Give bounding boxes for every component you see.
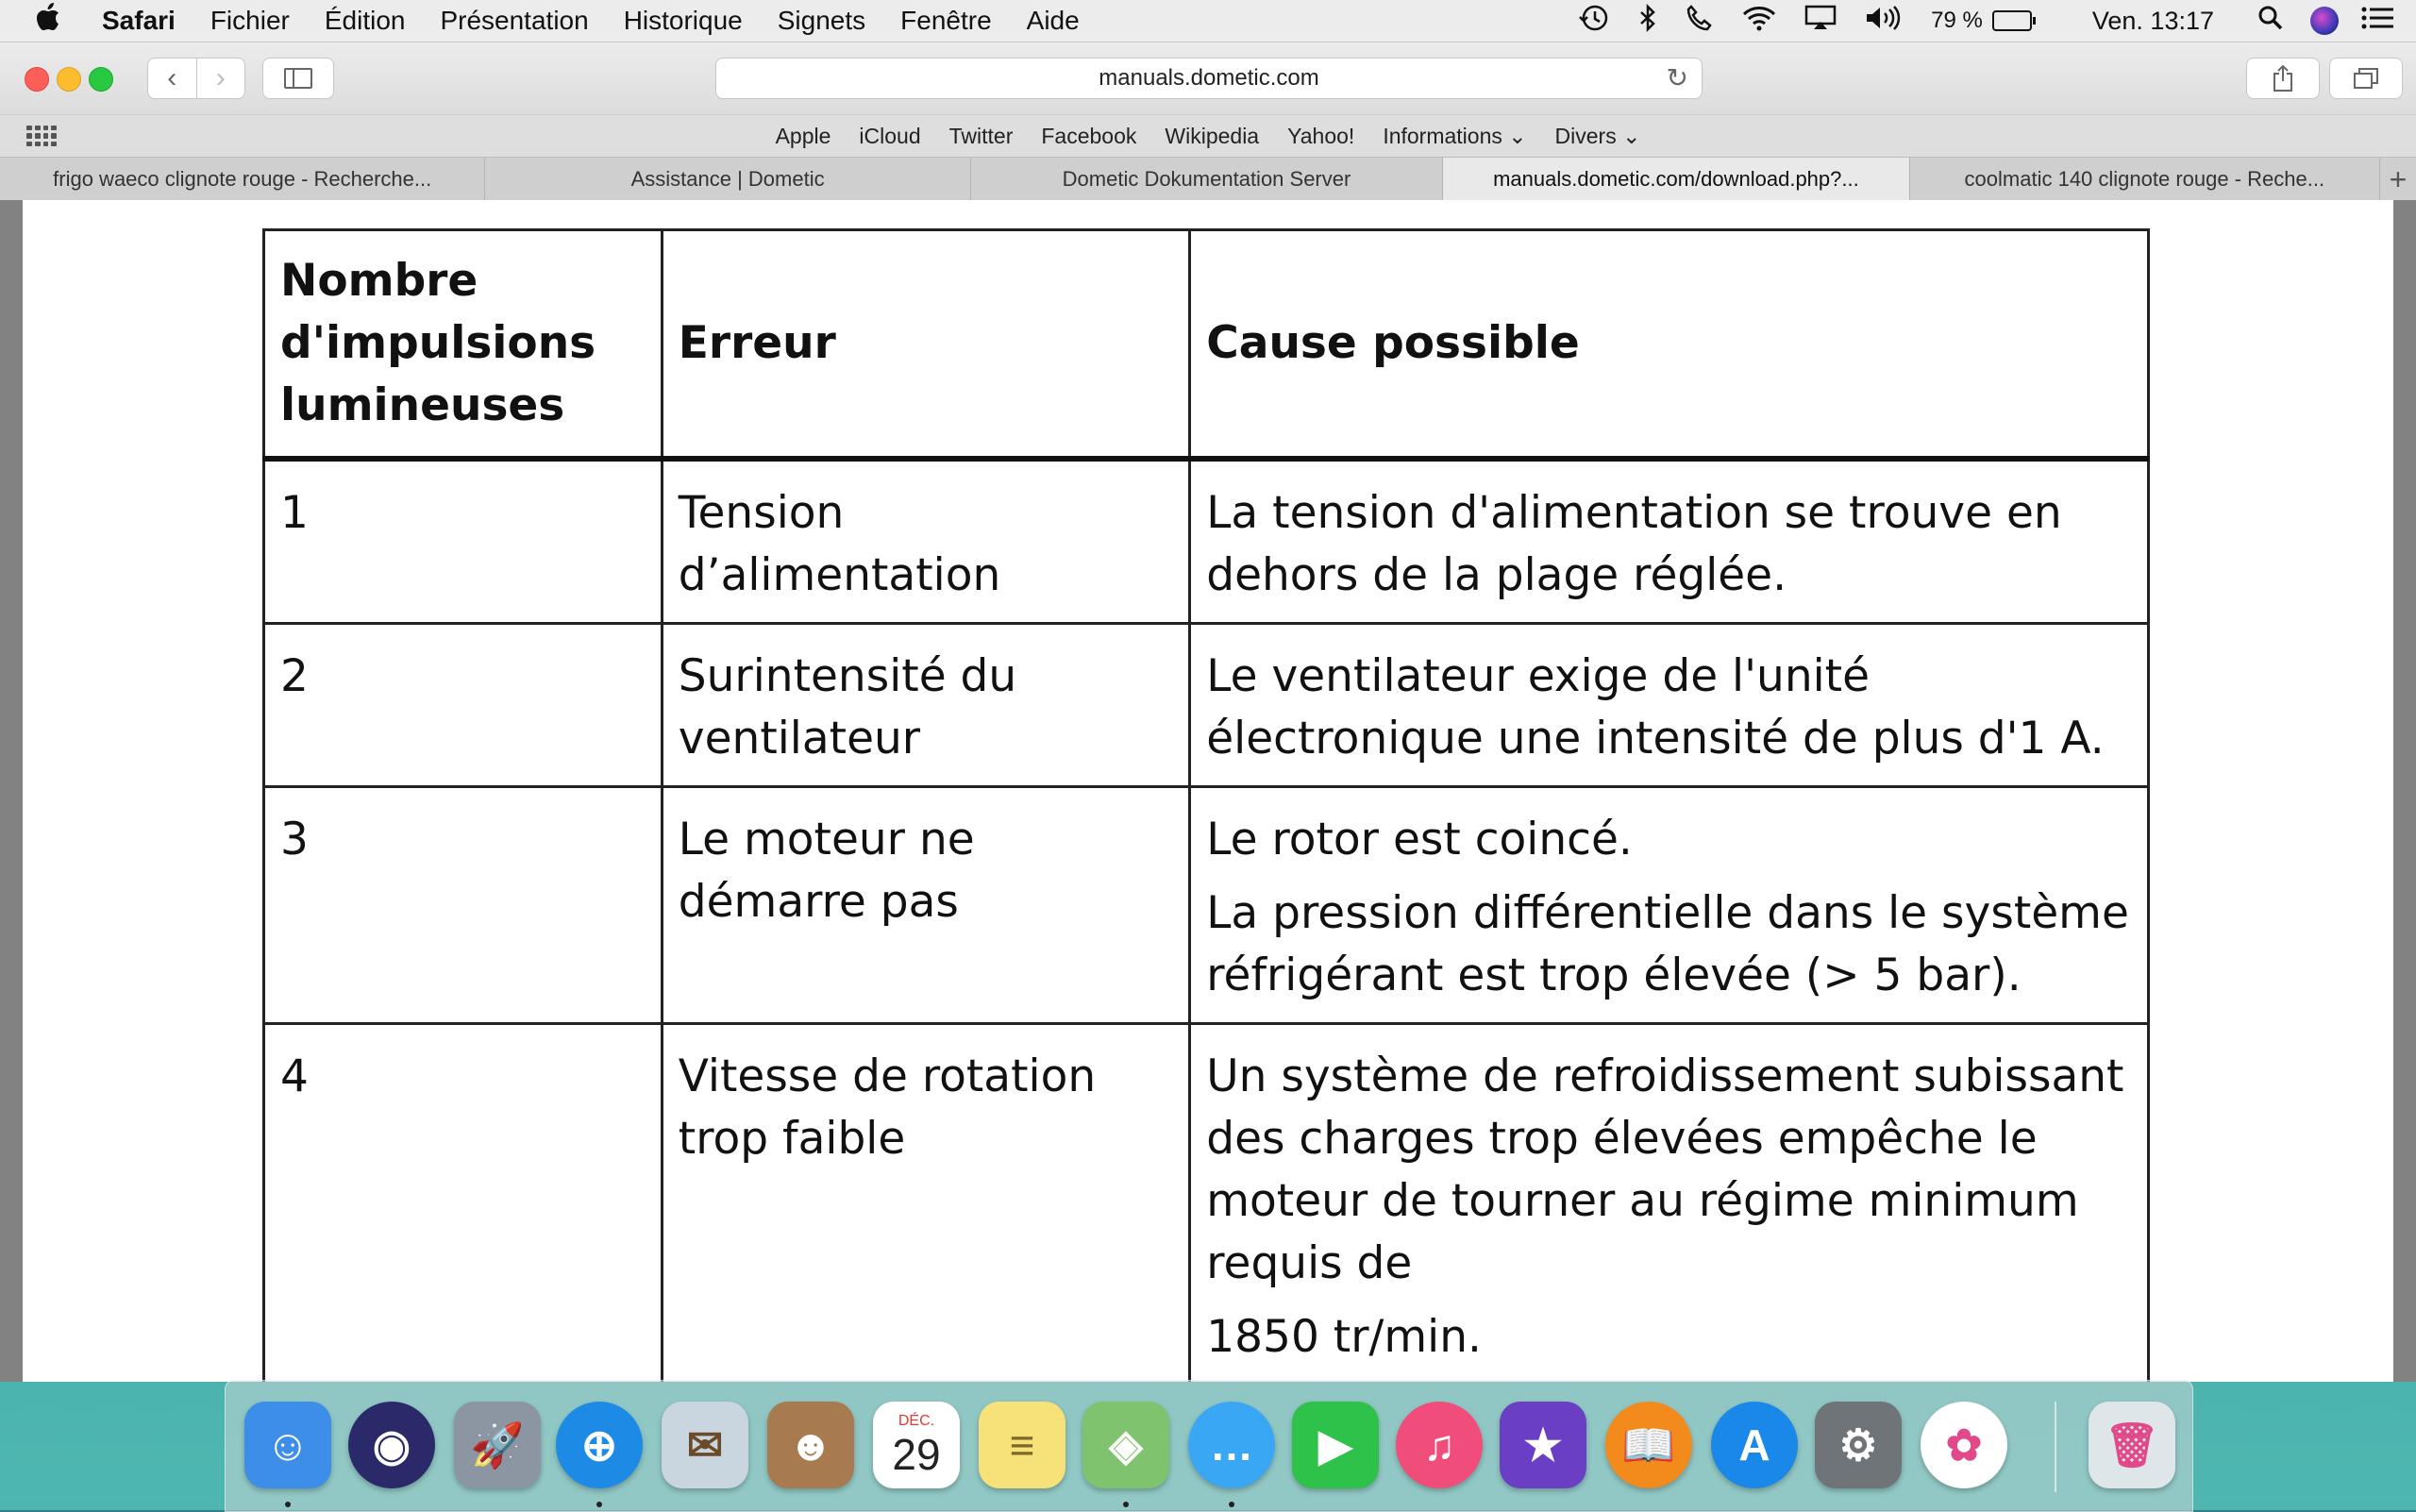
content-margin-right — [2393, 200, 2416, 1382]
cause-text: 1850 tr/min. — [1206, 1311, 1482, 1363]
dock-separator — [2055, 1402, 2056, 1492]
url-text: manuals.dometic.com — [1099, 65, 1319, 91]
cell-cause — [1190, 787, 2149, 1024]
header-pulse-count: Nombre d'impulsions lumineuses — [264, 230, 663, 460]
notes-icon[interactable]: ≡ — [979, 1402, 1065, 1488]
imovie-icon[interactable]: ★ — [1500, 1402, 1586, 1488]
contacts-icon[interactable]: ☻ — [767, 1402, 854, 1488]
running-indicator — [1123, 1502, 1129, 1507]
cause-text: La tension d'alimentation se trouve en dehors de la plage réglée. — [1206, 487, 2062, 601]
folder-label: Informations — [1383, 123, 1502, 148]
favorite-twitter[interactable]: Twitter — [948, 123, 1014, 148]
reload-icon[interactable]: ↻ — [1666, 63, 1688, 92]
cell-error: Surintensité du ventilateur — [662, 624, 1189, 787]
chevron-down-icon: ⌄ — [1508, 123, 1527, 148]
menu-bar — [0, 0, 2416, 42]
launchpad-icon[interactable]: 🚀 — [454, 1402, 541, 1488]
cell-pulse-count: 4 — [264, 1024, 663, 1383]
notification-center-icon[interactable] — [2361, 7, 2393, 36]
sidebar-icon — [284, 68, 312, 89]
favorite-apple[interactable]: Apple — [775, 123, 831, 148]
header-cause: Cause possible — [1190, 230, 2149, 460]
system-preferences-icon[interactable]: ⚙ — [1815, 1402, 1902, 1488]
menu-signets[interactable]: Signets — [777, 6, 866, 35]
folder-label: Divers — [1554, 123, 1617, 148]
apple-menu-icon[interactable] — [36, 3, 74, 39]
address-bar[interactable] — [715, 58, 1703, 99]
menu-fenetre[interactable]: Fenêtre — [900, 6, 992, 35]
phone-icon[interactable] — [1686, 4, 1714, 39]
show-all-tabs-button[interactable] — [2329, 58, 2403, 99]
tab-coolmatic[interactable]: coolmatic 140 clignote rouge - Reche... — [1910, 158, 2380, 201]
cell-cause — [1190, 1024, 2149, 1383]
error-code-table — [262, 228, 2150, 1382]
itunes-icon[interactable]: ♫ — [1396, 1402, 1483, 1488]
header-error: Erreur — [662, 230, 1189, 460]
running-indicator — [1229, 1502, 1234, 1507]
airplay-icon[interactable] — [1804, 5, 1837, 38]
menu-edition[interactable]: Édition — [324, 6, 406, 35]
cell-pulse-count: 3 — [264, 787, 663, 1024]
battery-icon[interactable] — [1992, 10, 2032, 31]
chevron-down-icon: ⌄ — [1622, 123, 1641, 148]
favorite-wikipedia[interactable]: Wikipedia — [1165, 123, 1260, 148]
spotlight-search-icon[interactable] — [2257, 5, 2284, 38]
top-sites-grid-icon[interactable] — [26, 126, 57, 146]
table-header-row — [264, 230, 2149, 460]
trash-icon[interactable]: 🗑 — [2089, 1402, 2175, 1488]
dock — [225, 1380, 2193, 1512]
battery-percent[interactable]: 79 % — [1931, 8, 1983, 33]
bluetooth-icon[interactable] — [1638, 4, 1657, 39]
favorite-facebook[interactable]: Facebook — [1041, 123, 1137, 148]
volume-icon[interactable] — [1865, 5, 1903, 38]
calendar-day: 29 — [892, 1430, 941, 1479]
facetime-icon[interactable]: ▶ — [1292, 1402, 1379, 1488]
favorite-yahoo[interactable]: Yahoo! — [1287, 123, 1355, 148]
favorite-folder-informations[interactable] — [1383, 124, 1526, 149]
cause-text: Le rotor est coincé. — [1206, 814, 1633, 865]
browser-toolbar — [0, 42, 2416, 114]
tab-frigo-waeco[interactable]: frigo waeco clignote rouge - Recherche... — [0, 158, 485, 201]
forward-button[interactable] — [197, 59, 245, 98]
cell-cause — [1190, 624, 2149, 787]
share-icon — [2272, 64, 2294, 92]
calendar-icon[interactable] — [873, 1402, 960, 1488]
photos-icon[interactable]: ✿ — [1921, 1402, 2007, 1488]
menu-aide[interactable]: Aide — [1026, 6, 1080, 35]
messages-icon[interactable]: … — [1188, 1402, 1275, 1488]
table-row — [264, 787, 2149, 1024]
siri-icon[interactable] — [2310, 7, 2339, 35]
running-indicator — [596, 1502, 602, 1507]
chevron-right-icon: › — [215, 62, 226, 93]
sidebar-toggle-button[interactable] — [262, 58, 334, 99]
zoom-window-button[interactable] — [89, 67, 113, 92]
status-area — [1550, 0, 2416, 42]
menu-presentation[interactable]: Présentation — [440, 6, 589, 35]
tabs-overview-icon — [2353, 67, 2379, 90]
cell-cause — [1190, 459, 2149, 624]
cell-error: Vitesse de rotation trop faible — [662, 1024, 1189, 1383]
time-machine-icon[interactable] — [1578, 4, 1610, 39]
maps-icon[interactable]: ◈ — [1082, 1402, 1169, 1488]
menu-fichier[interactable]: Fichier — [210, 6, 290, 35]
favorites-bar — [0, 114, 2416, 157]
cell-error: Tension d’alimentation — [662, 459, 1189, 624]
table-row — [264, 624, 2149, 787]
plus-icon: + — [2389, 161, 2408, 196]
table-row — [264, 459, 2149, 624]
back-button[interactable] — [148, 59, 197, 98]
cell-error: Le moteur ne démarre pas — [662, 787, 1189, 1024]
minimize-window-button[interactable] — [57, 67, 81, 92]
navigation-buttons — [147, 58, 245, 99]
tab-dometic-dokumentation[interactable]: Dometic Dokumentation Server — [971, 158, 1443, 201]
menu-historique[interactable]: Historique — [623, 6, 743, 35]
favorite-folder-divers[interactable] — [1555, 124, 1641, 149]
content-margin-left — [0, 200, 23, 1382]
siri-icon[interactable]: ◉ — [348, 1402, 435, 1488]
cause-text: Un système de refroidissement subissant des charges trop élevées empêche le moteur de tourner au régime minimum requis de — [1206, 1050, 2124, 1289]
tab-assistance-dometic[interactable]: Assistance | Dometic — [485, 158, 970, 201]
cause-text: Le ventilateur exige de l'unité électronique une intensité de plus d'1 A. — [1206, 650, 2105, 764]
tab-bar — [0, 157, 2416, 202]
close-window-button[interactable] — [25, 67, 49, 92]
pdf-viewer-content[interactable] — [23, 200, 2393, 1382]
safari-icon[interactable]: ⊕ — [556, 1402, 643, 1488]
menu-app-name[interactable]: Safari — [102, 6, 176, 35]
running-indicator — [285, 1502, 291, 1507]
share-button[interactable] — [2246, 58, 2320, 99]
new-tab-button[interactable] — [2380, 158, 2416, 201]
mail-eagle-icon[interactable]: ✉ — [662, 1402, 748, 1488]
finder-icon[interactable]: ☺ — [244, 1402, 331, 1488]
app-store-icon[interactable]: A — [1711, 1402, 1798, 1488]
tab-manuals-download[interactable]: manuals.dometic.com/download.php?... — [1443, 158, 1909, 201]
cell-pulse-count: 1 — [264, 459, 663, 624]
clock[interactable]: Ven. 13:17 — [2091, 6, 2214, 35]
favorite-icloud[interactable]: iCloud — [859, 123, 921, 148]
cell-pulse-count: 2 — [264, 624, 663, 787]
wifi-icon[interactable] — [1742, 5, 1776, 38]
calendar-month: DÉC. — [898, 1413, 935, 1429]
table-row — [264, 1024, 2149, 1383]
cause-text: La pression différentielle dans le système réfrigérant est trop élevée (> 5 bar). — [1206, 887, 2129, 1001]
chevron-left-icon: ‹ — [167, 62, 177, 93]
ibooks-icon[interactable]: 📖 — [1605, 1402, 1692, 1488]
